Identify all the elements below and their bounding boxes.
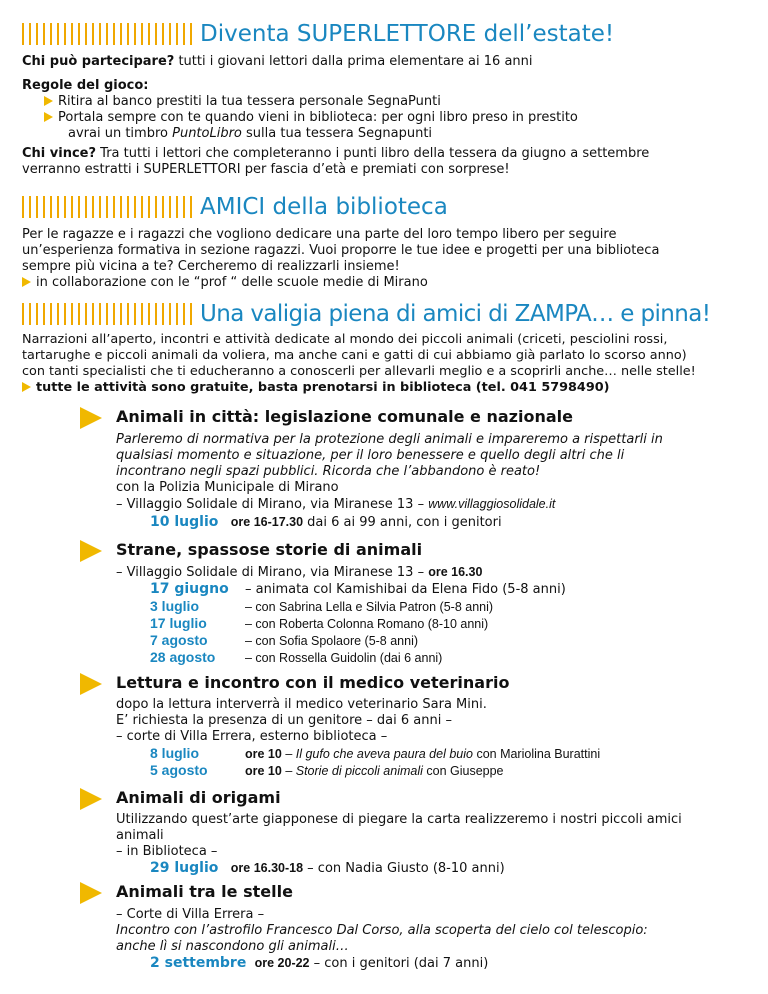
activity-triangle-icon <box>80 882 102 904</box>
a2-date-3: 17 luglio <box>150 615 207 631</box>
activity-body <box>116 812 756 877</box>
activity-body <box>116 564 756 666</box>
a1-line-5: – Villaggio Solidale di Mirano, via Miranese 13 – <box>116 497 429 512</box>
rule-1: Ritira al banco prestiti la tua tessera personale SegnaPunti <box>58 94 441 109</box>
a4-date: 29 luglio <box>150 860 219 876</box>
bullet-triangle-icon <box>44 112 53 122</box>
a2-text-3: – con Roberta Colonna Romano (8-10 anni) <box>245 617 489 631</box>
a3-line-3: – corte di Villa Errera, esterno biblioteca – <box>116 729 388 744</box>
activity-title: Animali tra le stelle <box>116 882 293 901</box>
zampa-paragraph <box>22 332 762 396</box>
section-title: Una valigia piena di amici di ZAMPA… e pinna! <box>200 301 711 327</box>
zampa-line-2: tartarughe e piccoli animali da voliera, ma anche cani e gatti di cui abbiamo già parlato lo scorso anno) <box>22 348 687 363</box>
a2-date-2: 3 luglio <box>150 598 199 614</box>
section-header-amici <box>22 193 448 221</box>
section-title: AMICI della biblioteca <box>200 194 448 220</box>
bullet-triangle-icon <box>22 382 31 392</box>
amici-line-1: Per le ragazze e i ragazzi che vogliono dedicare una parte del loro tempo libero per seguire <box>22 227 617 242</box>
activity-origami <box>80 786 760 876</box>
a3-title-1: Il gufo che aveva paura del buio <box>295 747 473 761</box>
activity-triangle-icon <box>80 407 102 429</box>
section-header-superlettore <box>22 20 614 48</box>
win-label: Chi vince? <box>22 146 97 161</box>
a5-rest: – con i genitori (dai 7 anni) <box>309 956 489 971</box>
decorative-bars <box>22 23 194 45</box>
a1-time: ore 16-17.30 <box>230 515 304 529</box>
a3-title-2: Storie di piccoli animali <box>295 764 423 778</box>
a2-line-1: – Villaggio Solidale di Mirano, via Miranese 13 – <box>116 565 429 580</box>
activity-triangle-icon <box>80 788 102 810</box>
a1-line-1: Parleremo di normativa per la protezione degli animali e impareremo a rispettarli in <box>116 432 663 447</box>
a2-text-5: – con Rossella Guidolin (dai 6 anni) <box>245 651 443 665</box>
a5-line-3: anche lì si nascondono gli animali… <box>116 939 349 954</box>
rule-2b: avrai un timbro <box>68 126 173 141</box>
a1-rest: dai 6 ai 99 anni, con i genitori <box>303 515 502 530</box>
activity-title: Strane, spassose storie di animali <box>116 540 423 559</box>
a2-time: ore 16.30 <box>428 565 483 579</box>
a3-line-1: dopo la lettura interverrà il medico veterinario Sara Mini. <box>116 697 487 712</box>
activity-strane-storie <box>80 538 760 663</box>
decorative-bars <box>22 303 194 325</box>
who-text: tutti i giovani lettori dalla prima elementare ai 16 anni <box>174 54 533 69</box>
a2-date-5: 28 agosto <box>150 649 216 665</box>
activity-stelle <box>80 880 760 970</box>
activity-triangle-icon <box>80 673 102 695</box>
who-paragraph <box>22 54 752 70</box>
a3-sep-2: – <box>281 764 296 778</box>
a3-time-2: ore 10 <box>245 764 282 778</box>
activity-triangle-icon <box>80 540 102 562</box>
a5-date: 2 settembre <box>150 955 247 971</box>
a5-line-1: – Corte di Villa Errera – <box>116 907 265 922</box>
section-header-zampa <box>22 300 710 328</box>
a3-rest-1: con Mariolina Burattini <box>472 747 601 761</box>
a3-time-1: ore 10 <box>245 747 282 761</box>
activity-body <box>116 697 756 779</box>
a5-line-2: Incontro con l’astrofilo Francesco Dal Corso, alla scoperta del cielo col telescopio: <box>116 923 648 938</box>
activity-body <box>116 432 756 531</box>
activity-title: Animali di origami <box>116 788 281 807</box>
rule-2-em: PuntoLibro <box>172 126 242 141</box>
amici-line-2: un’esperienza formativa in sezione ragazzi. Vuoi proporre le tue idee e progetti per una biblioteca <box>22 243 660 258</box>
zampa-line-1: Narrazioni all’aperto, incontri e attività dedicate al mondo dei piccoli animali (criceti, pesciolini rossi, <box>22 332 668 347</box>
rules-block <box>22 78 752 142</box>
a3-date-2: 5 agosto <box>150 762 208 778</box>
rule-2a: Portala sempre con te quando vieni in biblioteca: per ogni libro preso in prestito <box>58 110 578 125</box>
a2-text-2: – con Sabrina Lella e Silvia Patron (5-8 anni) <box>245 600 494 614</box>
activity-body <box>116 907 756 972</box>
activity-title: Animali in città: legislazione comunale e nazionale <box>116 407 573 426</box>
activity-veterinario <box>80 671 760 781</box>
a2-date-1: 17 giugno <box>150 581 229 597</box>
a5-time: ore 20-22 <box>254 956 310 970</box>
a2-text-1: – animata col Kamishibai da Elena Fido (5-8 anni) <box>245 582 566 597</box>
a4-line-1: Utilizzando quest’arte giapponese di piegare la carta realizzeremo i nostri piccoli amici <box>116 812 682 827</box>
a3-rest-2: con Giuseppe <box>422 764 504 778</box>
win-text-a: Tra tutti i lettori che completeranno i punti libro della tessera da giugno a settembre <box>96 146 650 161</box>
win-paragraph <box>22 146 752 178</box>
a2-text-4: – con Sofia Spolaore (5-8 anni) <box>245 634 419 648</box>
a1-url: www.villaggiosolidale.it <box>428 497 556 511</box>
a1-line-3: incontrano negli spazi pubblici. Ricorda che l’abbandono è reato! <box>116 464 541 479</box>
bullet-triangle-icon <box>22 277 31 287</box>
section-title: Diventa SUPERLETTORE dell’estate! <box>200 21 615 47</box>
win-text-b: verranno estratti i SUPERLETTORI per fascia d’età e premiati con sorprese! <box>22 162 510 177</box>
amici-line-4: in collaborazione con le “prof “ delle scuole medie di Mirano <box>36 275 428 290</box>
bullet-triangle-icon <box>44 96 53 106</box>
zampa-line-4: tutte le attività sono gratuite, basta prenotarsi in biblioteca (tel. 041 5798490) <box>36 380 610 395</box>
who-label: Chi può partecipare? <box>22 54 175 69</box>
a2-date-4: 7 agosto <box>150 632 208 648</box>
a3-line-2: E’ richiesta la presenza di un genitore – dai 6 anni – <box>116 713 452 728</box>
amici-paragraph <box>22 227 752 291</box>
activity-animali-citta <box>80 405 760 530</box>
a3-date-1: 8 luglio <box>150 745 199 761</box>
zampa-line-3: con tanti specialisti che ti educheranno a conoscerli per allevarli meglio e a scoprirli anche… nelle stelle! <box>22 364 696 379</box>
a1-line-4: con la Polizia Municipale di Mirano <box>116 480 339 495</box>
activity-title: Lettura e incontro con il medico veterinario <box>116 673 510 692</box>
a1-date: 10 luglio <box>150 514 219 530</box>
a3-sep-1: – <box>281 747 296 761</box>
a4-time: ore 16.30-18 <box>230 861 304 875</box>
rule-2c: sulla tua tessera Segnapunti <box>241 126 433 141</box>
a1-line-2: qualsiasi momento e situazione, per il loro benessere e quello degli altri che li <box>116 448 625 463</box>
rules-label: Regole del gioco: <box>22 78 149 93</box>
a4-line-3: – in Biblioteca – <box>116 844 218 859</box>
a4-line-2: animali <box>116 828 164 843</box>
decorative-bars <box>22 196 194 218</box>
a4-rest: – con Nadia Giusto (8-10 anni) <box>303 861 505 876</box>
amici-line-3: sempre più vicina a te? Cercheremo di realizzarli insieme! <box>22 259 400 274</box>
